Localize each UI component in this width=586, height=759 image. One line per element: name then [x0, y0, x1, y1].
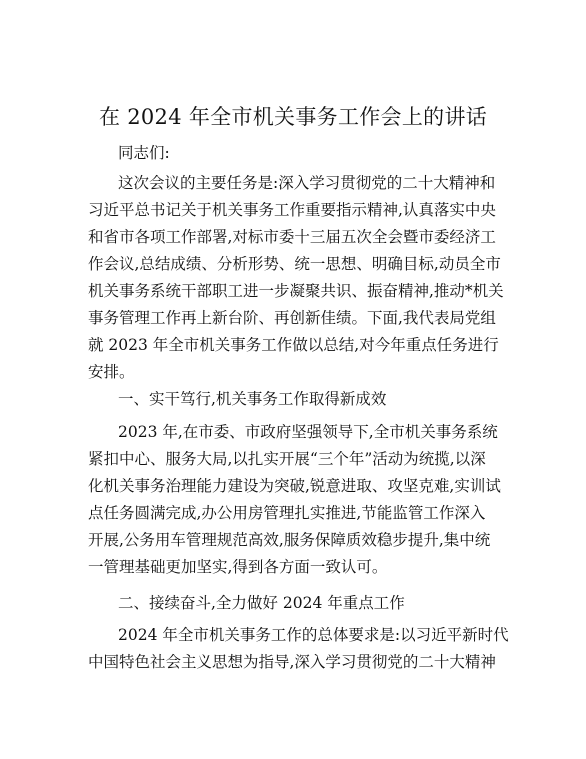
paragraph-line: 紧扣中心、服务大局,以扎实开展“三个年”活动为统揽,以深: [88, 450, 486, 468]
paragraph-line: 2023 年,在市委、市政府坚强领导下,全市机关事务系统: [118, 423, 498, 441]
paragraph-line: 事务管理工作再上新台阶、再创新佳绩。下面,我代表局党组: [88, 309, 496, 327]
section-heading-text: 二、接续奋斗,全力做好 2024 年重点工作: [118, 594, 405, 612]
section-heading-text: 一、实干笃行,机关事务工作取得新成效: [118, 390, 387, 408]
paragraph-line: 安排。: [88, 363, 135, 381]
paragraph-line: 点任务圆满完成,办公用房管理扎实推进,节能监管工作深入: [88, 504, 486, 522]
paragraph-line: 和省市各项工作部署,对标市委十三届五次全会暨市委经济工: [88, 228, 496, 246]
paragraph-line: 作会议,总结成绩、分析形势、统一思想、明确目标,动员全市: [88, 255, 501, 273]
paragraph-line: 机关事务系统干部职工进一步凝聚共识、振奋精神,推动*机关: [88, 282, 504, 300]
paragraph-line: 习近平总书记关于机关事务工作重要指示精神,认真落实中央: [88, 201, 496, 219]
paragraph-line: 一管理基础更加坚实,得到各方面一致认可。: [88, 558, 388, 576]
document-title: 在 2024 年全市机关事务工作会上的讲话: [98, 105, 488, 129]
salutation-text: 同志们:: [118, 144, 170, 162]
paragraph-line: 这次会议的主要任务是:深入学习贯彻党的二十大精神和: [118, 174, 496, 192]
paragraph-line: 就 2023 年全市机关事务工作做以总结,对今年重点任务进行: [88, 336, 499, 354]
paragraph-line: 中国特色社会主义思想为指导,深入学习贯彻党的二十大精神: [88, 653, 496, 671]
paragraph-line: 2024 年全市机关事务工作的总体要求是:以习近平新时代: [118, 626, 509, 644]
paragraph-line: 化机关事务治理能力建设为突破,锐意进取、攻坚克难,实训试: [88, 477, 501, 495]
paragraph-line: 开展,公务用车管理规范高效,服务保障质效稳步提升,集中统: [88, 531, 491, 549]
